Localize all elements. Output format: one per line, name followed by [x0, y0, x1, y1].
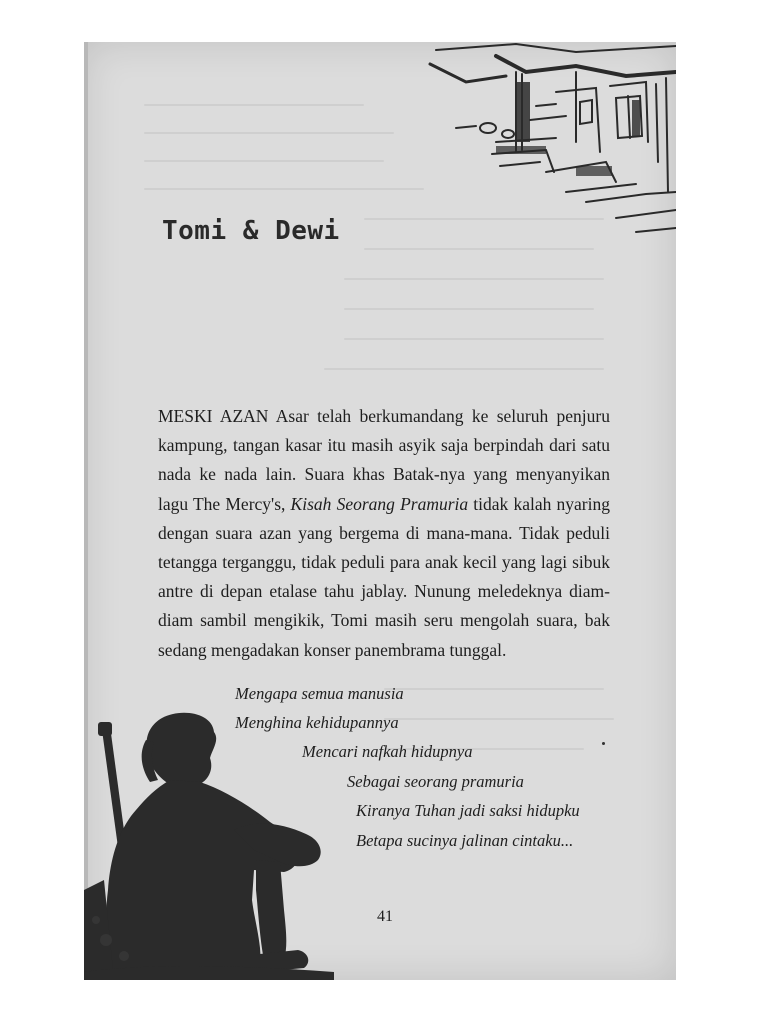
- lyric-line: Betapa sucinya jalinan cintaku...: [356, 831, 574, 850]
- body-paragraph: [158, 402, 610, 665]
- page-number: 41: [377, 908, 393, 925]
- song-title-italic: Kisah Seorang Pramuria: [290, 493, 469, 514]
- lyric-line: Sebagai seorang pramuria: [347, 772, 524, 791]
- chapter-title: Tomi & Dewi: [162, 216, 340, 246]
- house-sketch-illustration: [396, 42, 676, 242]
- guitarist-silhouette-illustration: [84, 710, 334, 980]
- lyric-line: Kiranya Tuhan jadi saksi hidupku: [356, 801, 580, 820]
- speck: [602, 742, 605, 745]
- lyric-line: Mengapa semua manusia: [235, 684, 404, 703]
- lyric-line: Mencari nafkah hidupnya: [302, 742, 473, 761]
- lyric-line: Menghina kehidupannya: [235, 713, 399, 732]
- paragraph-text-start: MESKI AZAN Asar telah berkumandang ke seluruh penjuru kampung, tangan kasar itu masih asyik saja berpindah dari satu nada ke nada lain. Suara khas Batak-nya yang menyanyikan lagu The Mercy's,: [158, 406, 610, 514]
- paragraph-text-end: tidak kalah nyaring dengan suara azan yang bergema di mana-mana. Tidak peduli tetangga terganggu, tidak peduli para anak kecil yang lagi sibuk antre di depan etalase tahu jablay. Nunung meledeknya diam-diam sambil mengikik, Tomi masih seru mengolah suara, bak sedang mengadakan konser panembrama tunggal.: [158, 493, 610, 660]
- book-page: [84, 42, 676, 980]
